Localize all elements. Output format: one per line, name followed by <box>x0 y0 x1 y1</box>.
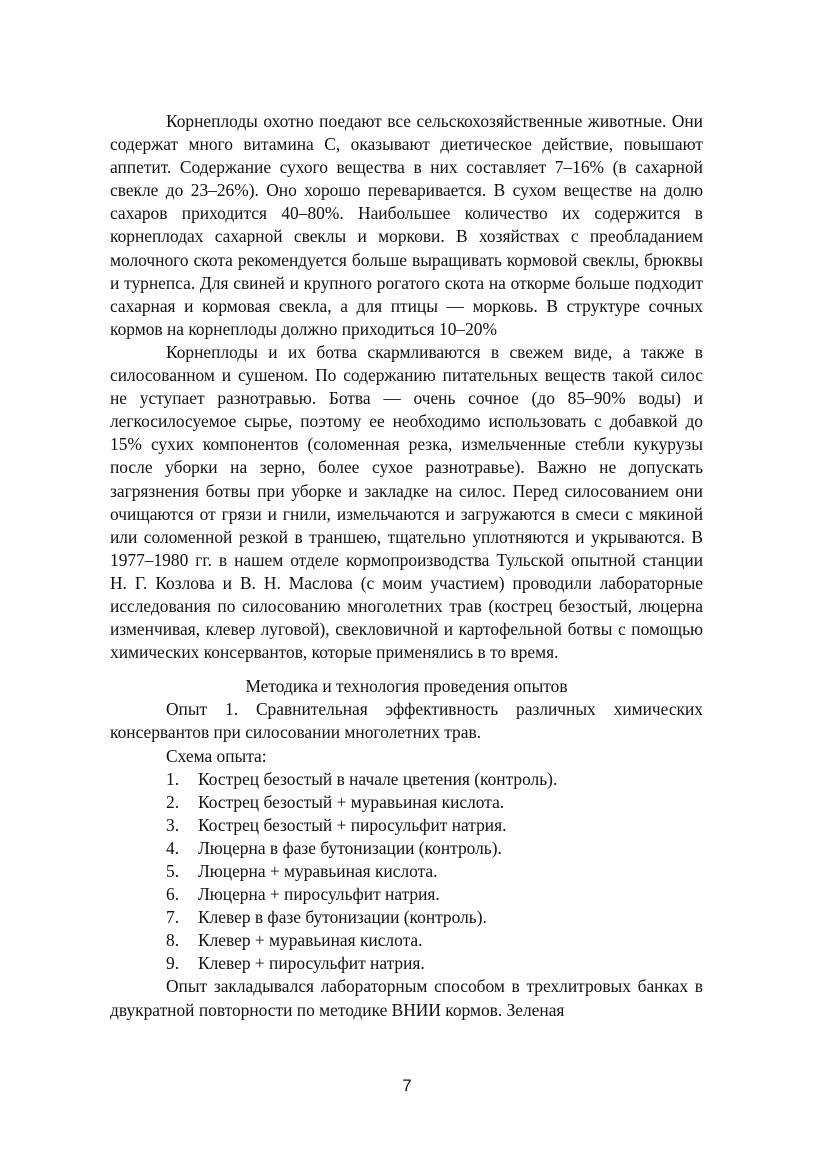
list-item-number: 6. <box>166 884 180 905</box>
scheme-list <box>110 768 703 976</box>
list-item-number: 9. <box>166 953 180 974</box>
list-item <box>110 837 703 860</box>
list-item-number: 4. <box>166 837 180 858</box>
section-heading: Методика и технология проведения опытов <box>245 676 568 697</box>
list-item-text: Клевер + муравьиная кислота. <box>198 930 423 951</box>
list-item <box>110 952 703 975</box>
list-item <box>110 814 703 837</box>
list-item-number: 3. <box>166 814 180 835</box>
list-item <box>110 860 703 883</box>
paragraph-lab-method: Опыт закладывался лабораторным способом в трехлитровых банках в двукратной повторности по методике ВНИИ кормов. Зеленая <box>110 976 703 1020</box>
list-item-number: 5. <box>166 861 180 881</box>
list-item-number: 1. <box>166 768 180 789</box>
list-item-text: Клевер + пиросульфит натрия. <box>198 953 425 974</box>
scheme-label: Схема опыта: <box>166 745 267 766</box>
document-page <box>110 110 703 1022</box>
list-item-text: Кострец безостый в начале цветения (контроль). <box>198 768 558 789</box>
list-item-number: 2. <box>166 791 180 812</box>
paragraph-experiment-intro: Опыт 1. Сравнительная эффективность различных химических консервантов при силосовании многолетних трав. <box>110 699 703 743</box>
paragraph-tops-silage: Корнеплоды и их ботва скармливаются в свежем виде, а также в силосованном и сушеном. По содержанию питательных веществ такой силос не уступает разнотравью. Ботва — очень сочное (до 85–90% воды) и легкосилосуемое сырье, поэтому ее необходимо использовать с добавкой до 15% сухих компонентов (соломенная резка, измельченные стебли кукурузы после уборки на зерно, более сухое разнотравье). Важно не допускать загрязнения ботвы при уборке и закладке на силос. Перед силосованием они очищаются от грязи и гнили, измельчаются и загружаются в смеси с мякиной или соломенной резкой в траншею, тщательно уплотняются и укрываются. В 1977–1980 гг. в нашем отделе кормопроизводства Тульской опытной станции Н. Г. Козлова и В. Н. Маслова (с моим участием) проводили лабораторные исследования по силосованию многолетних трав (кострец безостый, люцерна изменчивая, клевер луговой), свекловичной и картофельной ботвы с помощью химических консервантов, которые применялись в то время. <box>110 341 703 663</box>
list-item-text: Люцерна + муравьиная кислота. <box>198 861 438 881</box>
paragraph-root-crops: Корнеплоды охотно поедают все сельскохозяйственные животные. Они содержат много витамина С, оказывают диетическое действие, повышают аппетит. Содержание сухого вещества в них составляет 7–16% (в сахарной свекле до 23–26%). Оно хорошо переваривается. В сухом веществе на долю сахаров приходится 40–80%. Наибольшее количество их содержится в корнеплодах сахарной свеклы и моркови. В хозяйствах с преобладанием молочного скота рекомендуется больше выращивать кормовой свеклы, брюквы и турнепса. Для свиней и крупного рогатого скота на откорме больше подходит сахарная и кормовая свекла, а для птицы — морковь. В структуре сочных кормов на корнеплоды должно приходиться 10–20% <box>110 111 703 339</box>
list-item <box>110 791 703 814</box>
list-item-text: Кострец безостый + пиросульфит натрия. <box>198 814 507 835</box>
list-item-text: Люцерна + пиросульфит натрия. <box>198 884 440 905</box>
list-item-number: 7. <box>166 907 180 928</box>
list-item-text: Клевер в фазе бутонизации (контроль). <box>198 907 487 928</box>
list-item <box>110 929 703 952</box>
list-item-text: Люцерна в фазе бутонизации (контроль). <box>198 837 502 858</box>
list-item-number: 8. <box>166 930 180 951</box>
list-item <box>110 768 703 791</box>
list-item-text: Кострец безостый + муравьиная кислота. <box>198 791 505 812</box>
list-item <box>110 883 703 906</box>
list-item <box>110 906 703 929</box>
page-number: 7 <box>402 1076 412 1095</box>
